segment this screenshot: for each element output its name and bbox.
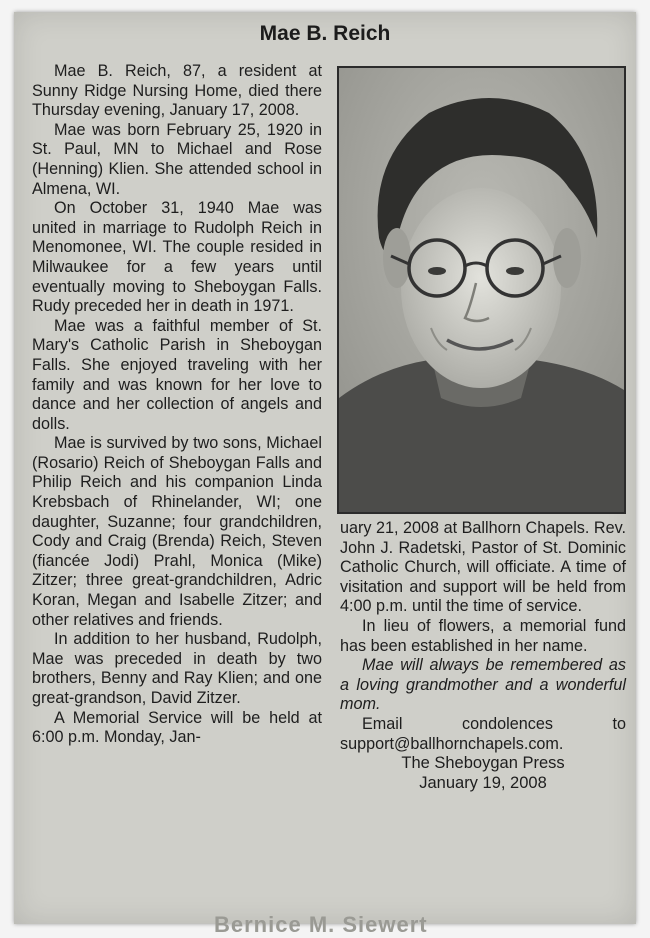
portrait-photo — [337, 66, 626, 514]
left-column — [32, 62, 322, 748]
paragraph-birth: Mae was born February 25, 1920 in St. Paul, MN to Michael and Rose (Henning) Klien. She attended school in Almena, WI. — [32, 120, 322, 198]
paragraph-survivors: Mae is survived by two sons, Michael (Rosario) Reich of Sheboygan Falls and Philip Reich and his companion Linda Krebsbach of Rhinelander, WI; one daughter, Suzanne; four grandchildren, Cody and Craig (Brenda) Reich, Steven (fiancée Jodi) Prahl, Monica (Mike) Zitzer; three great-grandchildren, Adric Koran, Megan and Isabelle Zitzer; and other relatives and friends. — [32, 434, 322, 629]
paragraph-remembered: Mae will always be remembered as a loving grandmother and a wonderful mom. — [340, 656, 626, 714]
paragraph-death: Mae B. Reich, 87, a resident at Sunny Ridge Nursing Home, died there Thursday evening, January 17, 2008. — [32, 62, 322, 120]
next-obituary-headline: Bernice M. Siewert — [214, 912, 428, 937]
source-publication: The Sheboygan Press — [401, 754, 565, 773]
portrait-illustration — [339, 68, 624, 512]
paragraph-service-start: A Memorial Service will be held at 6:00 p.m. Monday, Jan- — [32, 708, 322, 747]
obituary-headline: Mae B. Reich — [259, 22, 391, 45]
paragraph-flowers: In lieu of flowers, a memorial fund has been established in her name. — [340, 616, 626, 655]
paragraph-parish: Mae was a faithful member of St. Mary's Catholic Parish in Sheboygan Falls. She enjoyed traveling with her family and was known for her love to dance and her collection of angels and dolls. — [32, 316, 322, 433]
source-credit — [340, 754, 626, 793]
right-column — [340, 519, 626, 793]
source-date: January 19, 2008 — [419, 773, 547, 792]
newspaper-clipping — [14, 12, 636, 937]
paragraph-condolences: Email condolences to support@ballhornchapels.com. — [340, 714, 626, 753]
paragraph-preceded: In addition to her husband, Rudolph, Mae was preceded in death by two brothers, Benny and Ray Klien; and one great-grandson, David Zitzer. — [32, 630, 322, 707]
paragraph-marriage: On October 31, 1940 Mae was united in marriage to Rudolph Reich in Menomonee, WI. The couple resided in Milwaukee for a few years until eventually moving to Sheboygan Falls. Rudy preceded her in death in 1971. — [32, 199, 322, 316]
paragraph-service-cont: uary 21, 2008 at Ballhorn Chapels. Rev. John J. Radetski, Pastor of St. Dominic Catholic Church, will officiate. A time of visitation and support will be held from 4:00 p.m. until the time of service. — [340, 519, 626, 616]
